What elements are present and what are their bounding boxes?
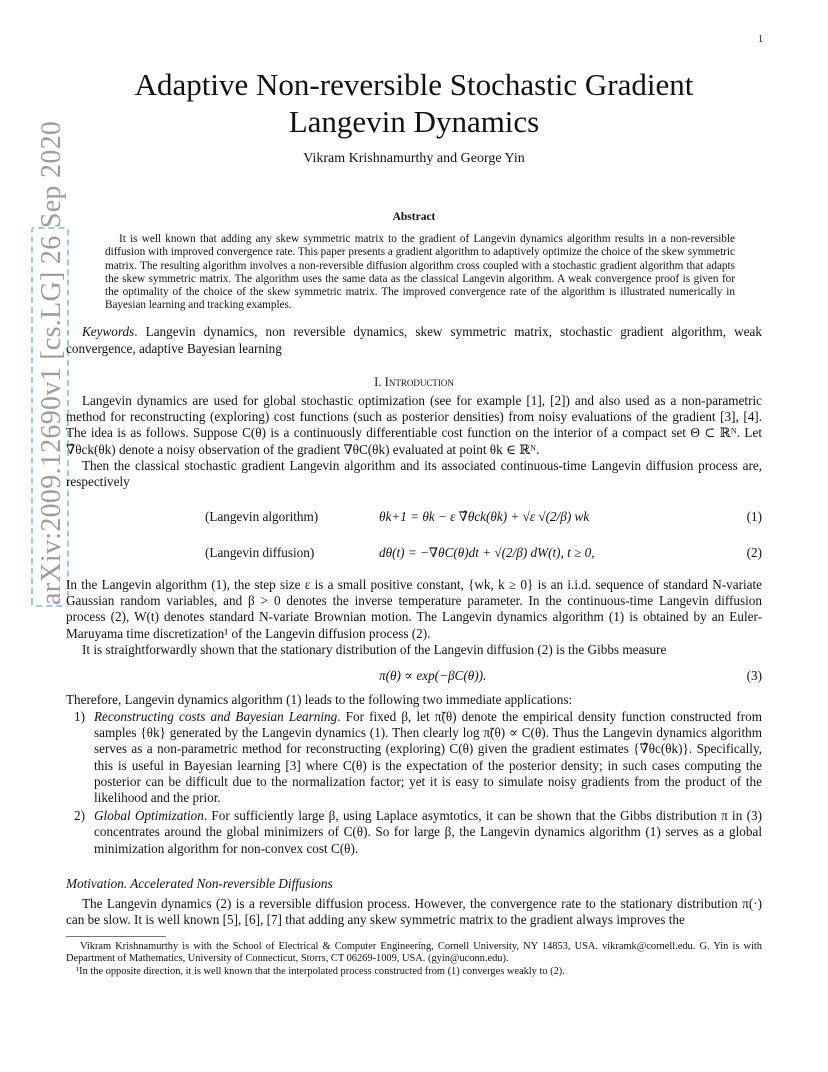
- equation-2-number: (2): [746, 545, 762, 560]
- list-item-title: Reconstructing costs and Bayesian Learning: [94, 709, 338, 724]
- equation-2-body: dθ(t) = −∇θC(θ)dt + √(2/β) dW(t), t ≥ 0,: [379, 545, 595, 560]
- list-item-title: Global Optimization: [94, 808, 204, 824]
- abstract-heading: Abstract: [392, 211, 436, 223]
- list-item-text: . For fixed β, let π̃(θ) denote the empirical density function constructed from samples {θk} generated by the Langevin dynamics (1). Then clearly log π̃(θ) ∝ C(θ). Thus the Langevin dynamics algorithm serves as a non-parametric method for reconstructing (exploring) C(θ) given the gradient estimates {∇̂θc(θk)}. Specifically, this is useful in Bayesian learning [3] where C(θ) is the expectation of the posterior density; in such cases computing the posterior can be difficult due to the normalization factor; yet it is easy to simulate noisy gradients from the product of the likelihood and the prior.: [94, 709, 762, 806]
- keywords-text: . Langevin dynamics, non reversible dynamics, skew symmetric matrix, stochastic gradient algorithm, weak convergence, adaptive Bayesian learning: [66, 324, 762, 356]
- list-item: [66, 808, 762, 857]
- equation-1-number: (1): [746, 509, 762, 524]
- intro-paragraph-3: In the Langevin algorithm (1), the step size ε is a small positive constant, {wk, k ≥ 0} is an i.i.d. sequence of standard N-variate Gaussian random variables, and β > 0 denotes the inverse temperature parameter. In the continuous-time Langevin diffusion process (2), W(t) denotes standard N-variate Brownian motion. The Langevin dynamics algorithm (1) is obtained by an Euler-Maruyama time discretization¹ of the Langevin diffusion process (2).: [66, 577, 762, 641]
- equation-1: [66, 505, 762, 531]
- page-number: 1: [758, 34, 763, 45]
- arxiv-stamp: arXiv:2009.12690v1 [cs.LG] 26 Sep 2020: [31, 227, 69, 607]
- equation-1-label: (Langevin algorithm): [205, 509, 319, 524]
- list-item-text: . For sufficiently large β, using Laplace asymtotics, it can be shown that the Gibbs distribution π in (3) concentrates around the global minimizers of C(θ). So for large β, the Langevin dynamics algorithm (1) serves as a global minimization algorithm for non-convex cost C(θ).: [94, 808, 763, 856]
- list-item-number: 1): [74, 709, 85, 724]
- footnote-rule: [66, 936, 166, 937]
- applications-list: [66, 709, 762, 859]
- equation-3: [66, 664, 762, 690]
- motivation-paragraph-1: The Langevin dynamics (2) is a reversible diffusion process. However, the convergence rate to the stationary distribution π(·) can be slow. It is well known [5], [6], [7] that adding any skew symmetric matrix to the gradient always improves the: [66, 896, 762, 928]
- subsection-title: Motivation. Accelerated Non-reversible Diffusions: [66, 876, 333, 891]
- keywords-label: Keywords: [82, 324, 135, 339]
- intro-paragraph-5: Therefore, Langevin dynamics algorithm (1) leads to the following two immediate applications:: [66, 692, 573, 707]
- footnote-affiliation: Vikram Krishnamurthy is with the School of Electrical & Computer Engineering, Cornell University, NY 14853, USA. vikramk@cornell.edu. G. Yin is with Department of Mathematics, University of Connecticut, Storrs, CT 06269-1009, USA. (gyin@uconn.edu).: [66, 941, 762, 965]
- title-line-2: Langevin Dynamics: [288, 104, 540, 139]
- intro-paragraph-2: Then the classical stochastic gradient Langevin algorithm and its associated continuous-time Langevin diffusion process are, respectively: [66, 458, 762, 490]
- authors: Vikram Krishnamurthy and George Yin: [303, 151, 525, 166]
- list-item-number: 2): [74, 808, 85, 824]
- section-heading: [66, 375, 762, 390]
- intro-paragraph-1: Langevin dynamics are used for global stochastic optimization (see for example [1], [2]) and also used as a non-parametric method for reconstructing (exploring) cost functions (such as posterior densities) from noisy evaluations of the gradient [3], [4]. The idea is as follows. Suppose C(θ) is a continuously differentiable cost function on the interior of a compact set Θ ⊂ ℝᴺ. Let ∇̂θck(θk) denote a noisy observation of the gradient ∇θC(θk) evaluated at point θk ∈ ℝᴺ.: [66, 393, 762, 457]
- equation-3-number: (3): [746, 668, 762, 683]
- equation-2-label: (Langevin diffusion): [205, 545, 315, 560]
- paper-title: [66, 66, 762, 140]
- equation-1-body: θk+1 = θk − ε ∇̂θck(θk) + √ε √(2/β) wk: [379, 509, 590, 524]
- footnote-1: ¹In the opposite direction, it is well known that the interpolated process constructed from (1) converges weakly to (2).: [76, 966, 565, 977]
- abstract-text: It is well known that adding any skew symmetric matrix to the gradient of Langevin dynamics algorithm results in a non-reversible diffusion with improved convergence rate. This paper presents a gradient algorithm to adaptively optimize the choice of the skew symmetric matrix. The resulting algorithm involves a non-reversible diffusion algorithm cross coupled with a stochastic gradient algorithm that adapts the skew symmetric matrix. The algorithm uses the same data as the classical Langevin algorithm. A weak convergence proof is given for the optimality of the choice of the skew symmetric matrix. The improved convergence rate of the algorithm is illustrated numerically in Bayesian learning and tracking examples.: [105, 233, 735, 312]
- list-item: [66, 709, 762, 806]
- section-number: I.: [374, 375, 382, 389]
- keywords: [66, 323, 762, 357]
- intro-paragraph-4: It is straightforwardly shown that the stationary distribution of the Langevin diffusion (2) is the Gibbs measure: [82, 642, 667, 657]
- equation-3-body: π(θ) ∝ exp(−βC(θ)).: [379, 668, 487, 683]
- section-title: Introduction: [384, 375, 454, 389]
- title-line-1: Adaptive Non-reversible Stochastic Gradient: [134, 67, 694, 102]
- equation-2: [66, 541, 762, 567]
